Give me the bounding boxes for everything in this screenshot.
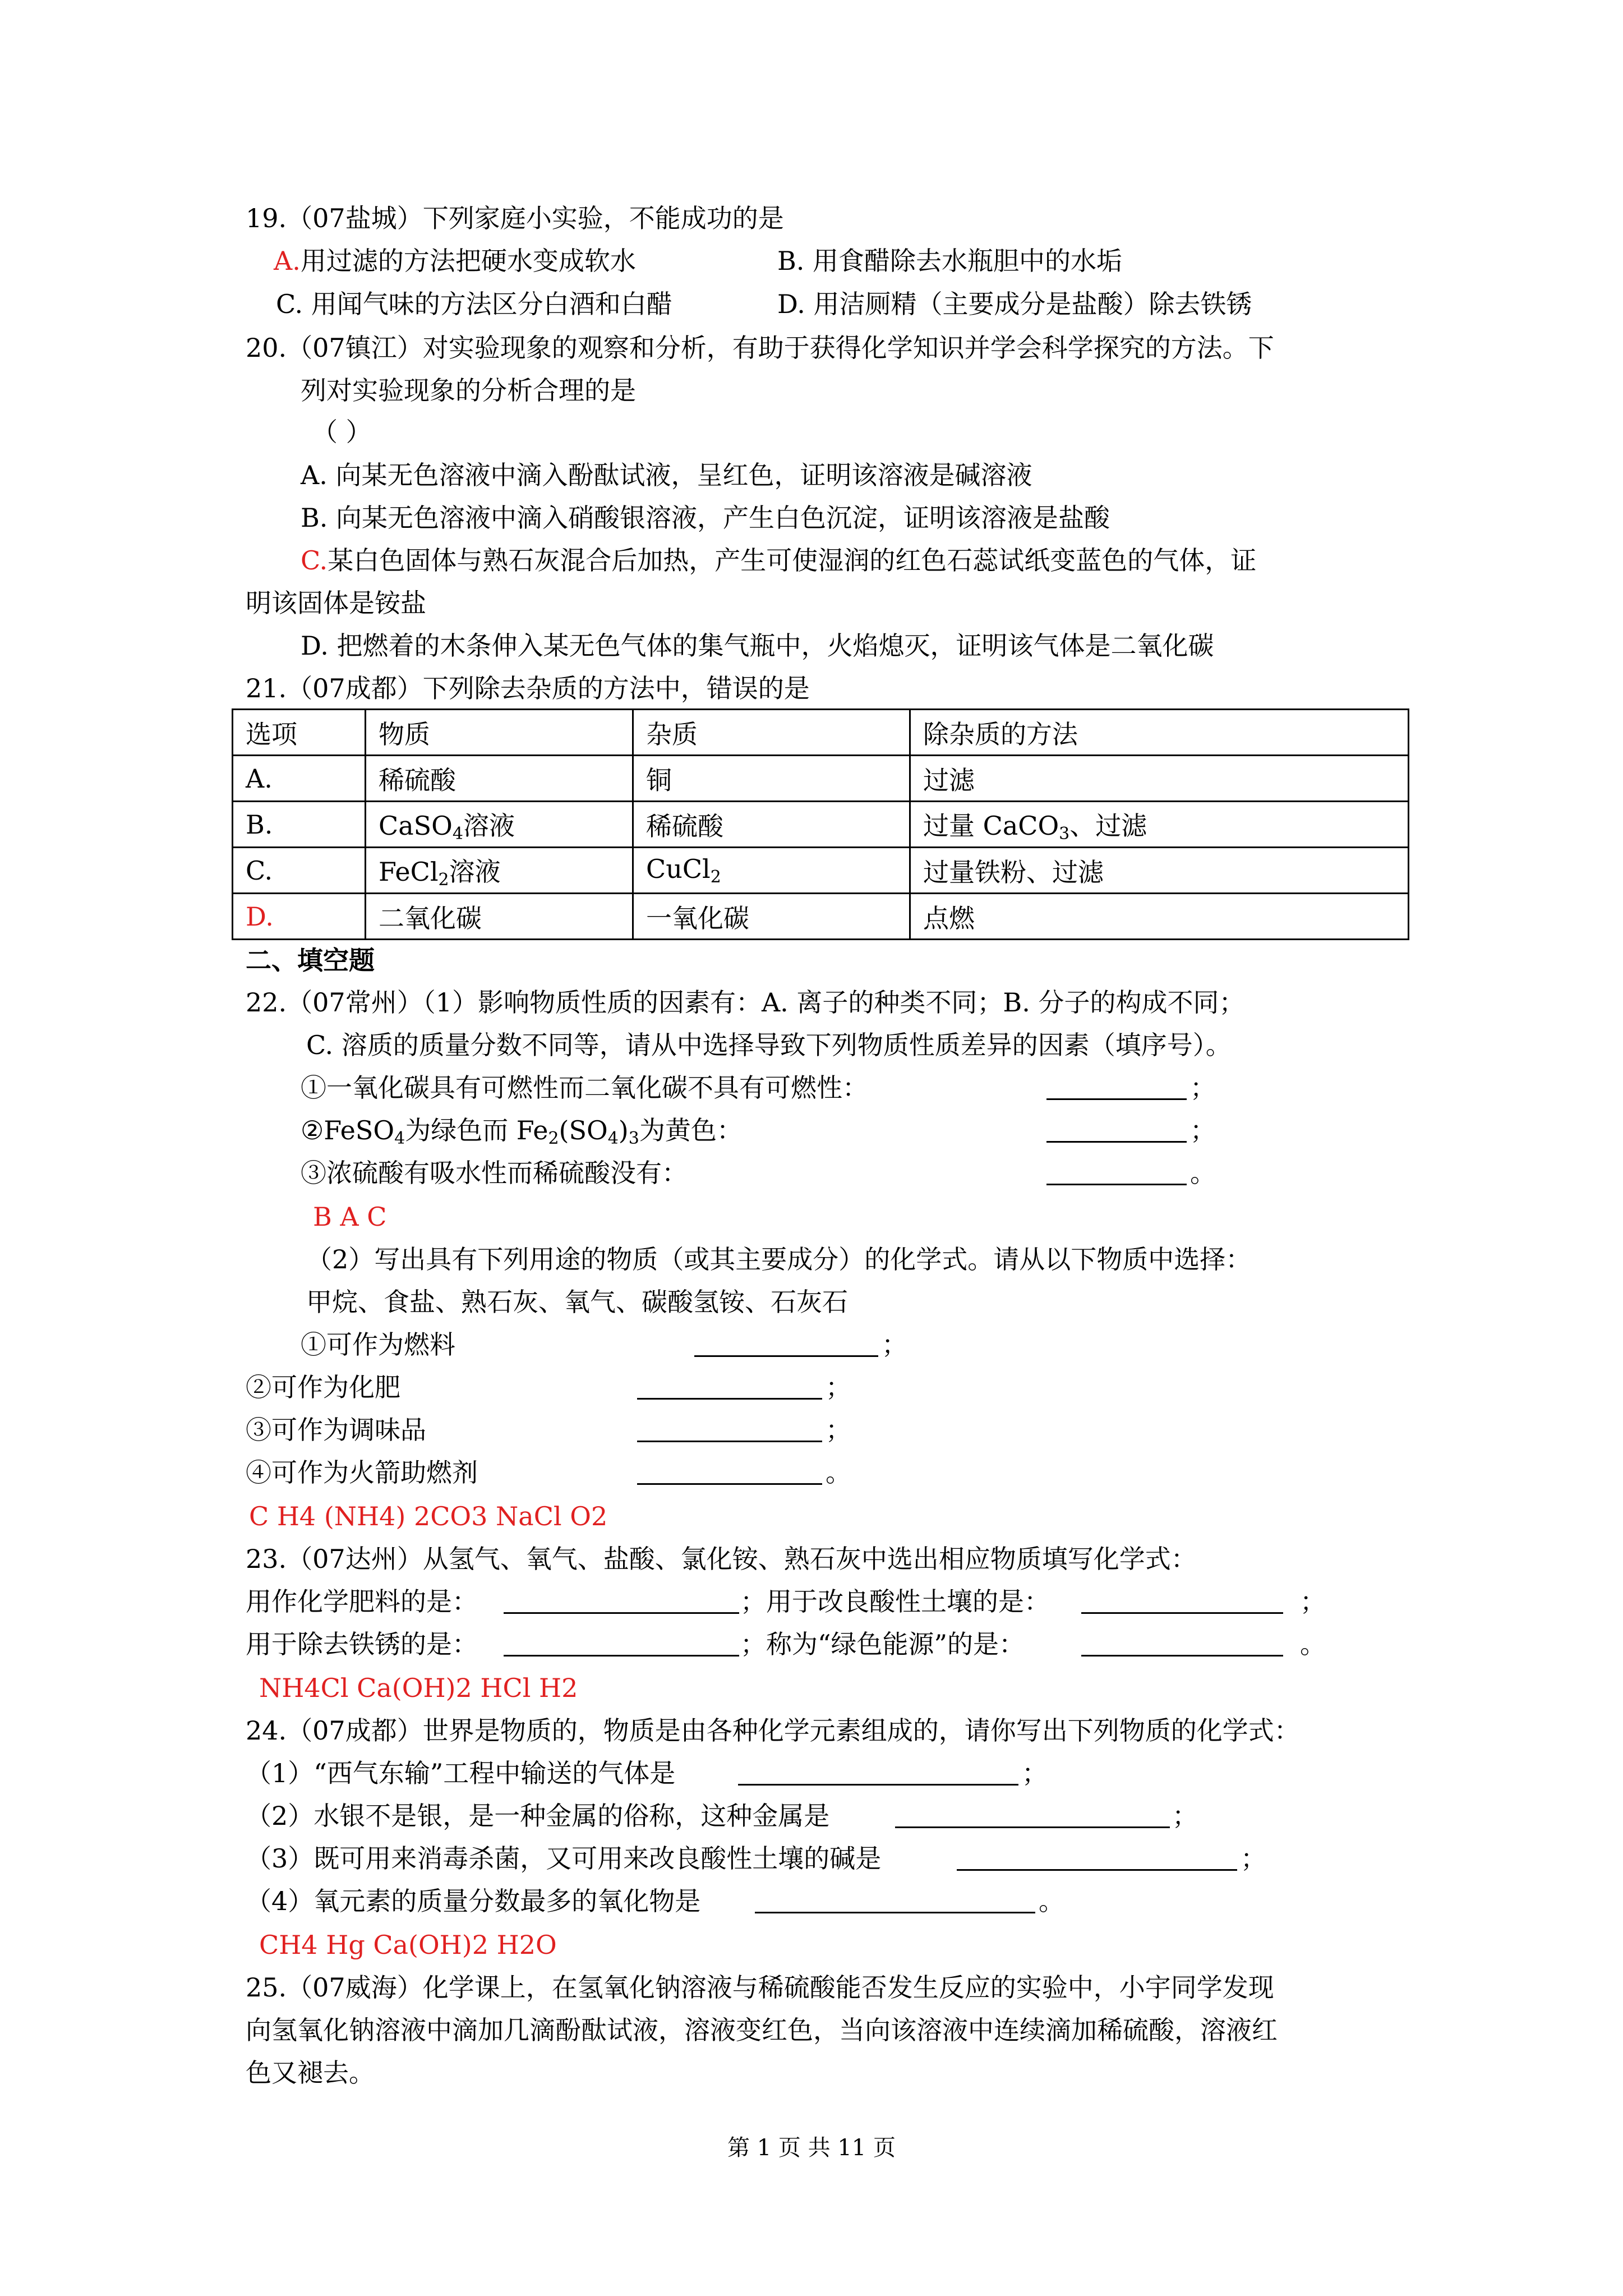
table-cell: 过滤: [910, 756, 1409, 802]
punct: ；: [826, 1415, 851, 1445]
table-header-cell: 除杂质的方法: [910, 710, 1409, 756]
answer-blank[interactable]: [504, 1632, 739, 1657]
q22-use2: ②可作为化肥: [246, 1372, 400, 1402]
q19-stem: 19.（07盐城）下列家庭小实验，不能成功的是: [246, 203, 784, 233]
table-cell: B.: [233, 802, 366, 848]
formula-text: FeCl: [379, 856, 439, 887]
answer-blank[interactable]: [1081, 1590, 1283, 1614]
formula-text: CuCl: [646, 854, 711, 884]
punct: ；: [1172, 1801, 1198, 1831]
punct: ；: [1241, 1843, 1266, 1874]
formula-text: 过量 CaCO: [923, 810, 1059, 841]
punct: ；: [826, 1372, 851, 1402]
answer-blank[interactable]: [1046, 1161, 1187, 1185]
subscript: 4: [394, 1129, 405, 1148]
answer-blank[interactable]: [895, 1804, 1170, 1828]
answer-blank[interactable]: [637, 1461, 822, 1485]
q24-item1: （1）“西气东输”工程中输送的气体是: [246, 1758, 676, 1788]
answer-blank[interactable]: [504, 1590, 739, 1614]
q22-use3: ③可作为调味品: [246, 1415, 426, 1445]
q23-line2-a: 用于除去铁锈的是：: [246, 1629, 478, 1659]
q24-item2: （2）水银不是银，是一种金属的俗称，这种金属是: [246, 1801, 830, 1831]
punct: ；: [1300, 1586, 1326, 1617]
subscript: 2: [438, 869, 449, 890]
q21-table: [232, 708, 1409, 940]
q23-line1-a: 用作化学肥料的是：: [246, 1586, 478, 1617]
table-cell: C.: [233, 848, 366, 894]
q19-option-a-text: 用过滤的方法把硬水变成软水: [300, 246, 636, 276]
answer-blank[interactable]: [1081, 1632, 1283, 1657]
q20-answer-letter: C.: [301, 545, 328, 576]
formula-suffix: 、过滤: [1069, 810, 1147, 841]
page-footer: 第 1 页 共 11 页: [727, 2135, 896, 2161]
formula-suffix: 溶液: [449, 856, 501, 887]
punct: 。: [1300, 1629, 1326, 1659]
formula-text: ②FeSO: [301, 1115, 395, 1145]
q22-part2-line1: （2）写出具有下列用途的物质（或其主要成分）的化学式。请从以下物质中选择：: [306, 1244, 1252, 1274]
formula-suffix: 溶液: [463, 810, 515, 841]
q22-stem-line1: 22.（07常州）（1）影响物质性质的因素有：A. 离子的种类不同；B. 分子的构成不同；: [246, 987, 1245, 1018]
punct: 。: [1039, 1886, 1064, 1916]
table-cell-answer: D.: [233, 894, 366, 940]
table-cell: 稀硫酸: [633, 802, 910, 848]
table-cell: A.: [233, 756, 366, 802]
q22-item3: ③浓硫酸有吸水性而稀硫酸没有：: [301, 1158, 688, 1188]
subscript: 2: [548, 1129, 559, 1148]
table-cell: 铜: [633, 756, 910, 802]
answer-blank[interactable]: [755, 1889, 1035, 1913]
table-cell: [633, 848, 910, 894]
table-cell: 一氧化碳: [633, 894, 910, 940]
q23-answer: NH4Cl Ca(OH)2 HCl H2: [259, 1673, 578, 1703]
q19-answer-letter: A.: [274, 246, 301, 276]
subscript: 3: [628, 1129, 639, 1148]
formula-text: 为黄色：: [639, 1115, 743, 1145]
answer-blank[interactable]: [694, 1333, 878, 1357]
table-cell: [910, 802, 1409, 848]
formula-text: ): [618, 1115, 629, 1145]
table-cell: 稀硫酸: [366, 756, 633, 802]
answer-blank[interactable]: [738, 1761, 1018, 1786]
table-header-cell: 物质: [366, 710, 633, 756]
section-title: 二、填空题: [246, 945, 375, 976]
q22-use1: ①可作为燃料: [301, 1329, 455, 1360]
subscript: 3: [1059, 823, 1070, 844]
q23-stem: 23.（07达州）从氢气、氧气、盐酸、氯化铵、熟石灰中选出相应物质填写化学式：: [246, 1544, 1197, 1574]
q20-option-d: D. 把燃着的木条伸入某无色气体的集气瓶中，火焰熄灭，证明该气体是二氧化碳: [301, 631, 1214, 661]
punct: ；: [1190, 1115, 1216, 1145]
q22-item1: ①一氧化碳具有可燃性而二氧化碳不具有可燃性：: [301, 1073, 868, 1103]
formula-text: CaSO: [379, 810, 453, 841]
answer-blank[interactable]: [637, 1375, 822, 1400]
punct: 。: [826, 1457, 851, 1488]
q19-option-c: C. 用闻气味的方法区分白酒和白醋: [276, 289, 672, 319]
table-row: [233, 848, 1409, 894]
q19-option-d: D. 用洁厕精（主要成分是盐酸）除去铁锈: [777, 289, 1252, 319]
q20-option-a: A. 向某无色溶液中滴入酚酞试液，呈红色，证明该溶液是碱溶液: [301, 460, 1032, 490]
answer-blank[interactable]: [957, 1847, 1237, 1871]
q20-stem-line1: 20.（07镇江）对实验现象的观察和分析，有助于获得化学知识并学会科学探究的方法。下: [246, 333, 1274, 363]
table-row: [233, 894, 1409, 940]
subscript: 4: [607, 1129, 619, 1148]
q19-option-b: B. 用食醋除去水瓶胆中的水垢: [777, 246, 1123, 276]
table-cell: 二氧化碳: [366, 894, 633, 940]
q24-stem: 24.（07成都）世界是物质的，物质是由各种化学元素组成的，请你写出下列物质的化学式：: [246, 1715, 1300, 1746]
q23-line1-b: ；用于改良酸性土壤的是：: [740, 1586, 1050, 1617]
q21-stem: 21.（07成都）下列除去杂质的方法中，错误的是: [246, 673, 810, 703]
answer-blank[interactable]: [637, 1418, 822, 1442]
q20-option-c-text: 某白色固体与熟石灰混合后加热，产生可使湿润的红色石蕊试纸变蓝色的气体，证: [328, 545, 1257, 576]
punct: 。: [1190, 1158, 1216, 1188]
table-row: [233, 756, 1409, 802]
q20-answer-paren: （ ）: [312, 417, 372, 447]
q20-stem-line2: 列对实验现象的分析合理的是: [301, 375, 636, 406]
table-row: [233, 802, 1409, 848]
table-header-cell: 杂质: [633, 710, 910, 756]
q22-stem-line2: C. 溶质的质量分数不同等，请从中选择导致下列物质性质差异的因素（填序号）。: [306, 1030, 1232, 1060]
q22-answer-1: B A C: [313, 1202, 387, 1232]
table-header-row: [233, 710, 1409, 756]
punct: ；: [1022, 1758, 1048, 1788]
table-cell: [366, 802, 633, 848]
q22-answer-2: C H4 (NH4) 2CO3 NaCl O2: [249, 1501, 608, 1531]
q25-line3: 色又褪去。: [246, 2058, 375, 2088]
q24-item4: （4）氧元素的质量分数最多的氧化物是: [246, 1886, 701, 1916]
q19-option-a: [274, 248, 636, 274]
answer-blank[interactable]: [1046, 1076, 1187, 1100]
q22-item2: [301, 1117, 743, 1147]
formula-text: 为绿色而 Fe: [405, 1115, 548, 1145]
subscript: 2: [710, 867, 721, 887]
q20-option-c-cont: 明该固体是铵盐: [246, 588, 426, 618]
punct: ；: [1190, 1073, 1216, 1103]
q24-answer: CH4 Hg Ca(OH)2 H2O: [259, 1930, 557, 1960]
q24-item3: （3）既可用来消毒杀菌，又可用来改良酸性土壤的碱是: [246, 1843, 882, 1874]
table-cell: 点燃: [910, 894, 1409, 940]
table-header-cell: 选项: [233, 710, 366, 756]
q20-option-c: [301, 545, 1257, 576]
q25-line2: 向氢氧化钠溶液中滴加几滴酚酞试液，溶液变红色，当向该溶液中连续滴加稀硫酸，溶液红: [246, 2015, 1278, 2045]
q23-line2-b: ；称为“绿色能源”的是：: [740, 1629, 1025, 1659]
formula-text: (SO: [559, 1115, 608, 1145]
punct: ；: [882, 1329, 907, 1360]
answer-blank[interactable]: [1046, 1119, 1187, 1143]
subscript: 4: [452, 823, 463, 844]
q22-part2-line2: 甲烷、食盐、熟石灰、氧气、碳酸氢铵、石灰石: [306, 1287, 848, 1317]
q22-use4: ④可作为火箭助燃剂: [246, 1457, 478, 1488]
table-cell: 过量铁粉、过滤: [910, 848, 1409, 894]
q25-line1: 25.（07威海）化学课上，在氢氧化钠溶液与稀硫酸能否发生反应的实验中，小宇同学发现: [246, 1972, 1274, 2003]
table-cell: [366, 848, 633, 894]
q20-option-b: B. 向某无色溶液中滴入硝酸银溶液，产生白色沉淀，证明该溶液是盐酸: [301, 503, 1110, 533]
